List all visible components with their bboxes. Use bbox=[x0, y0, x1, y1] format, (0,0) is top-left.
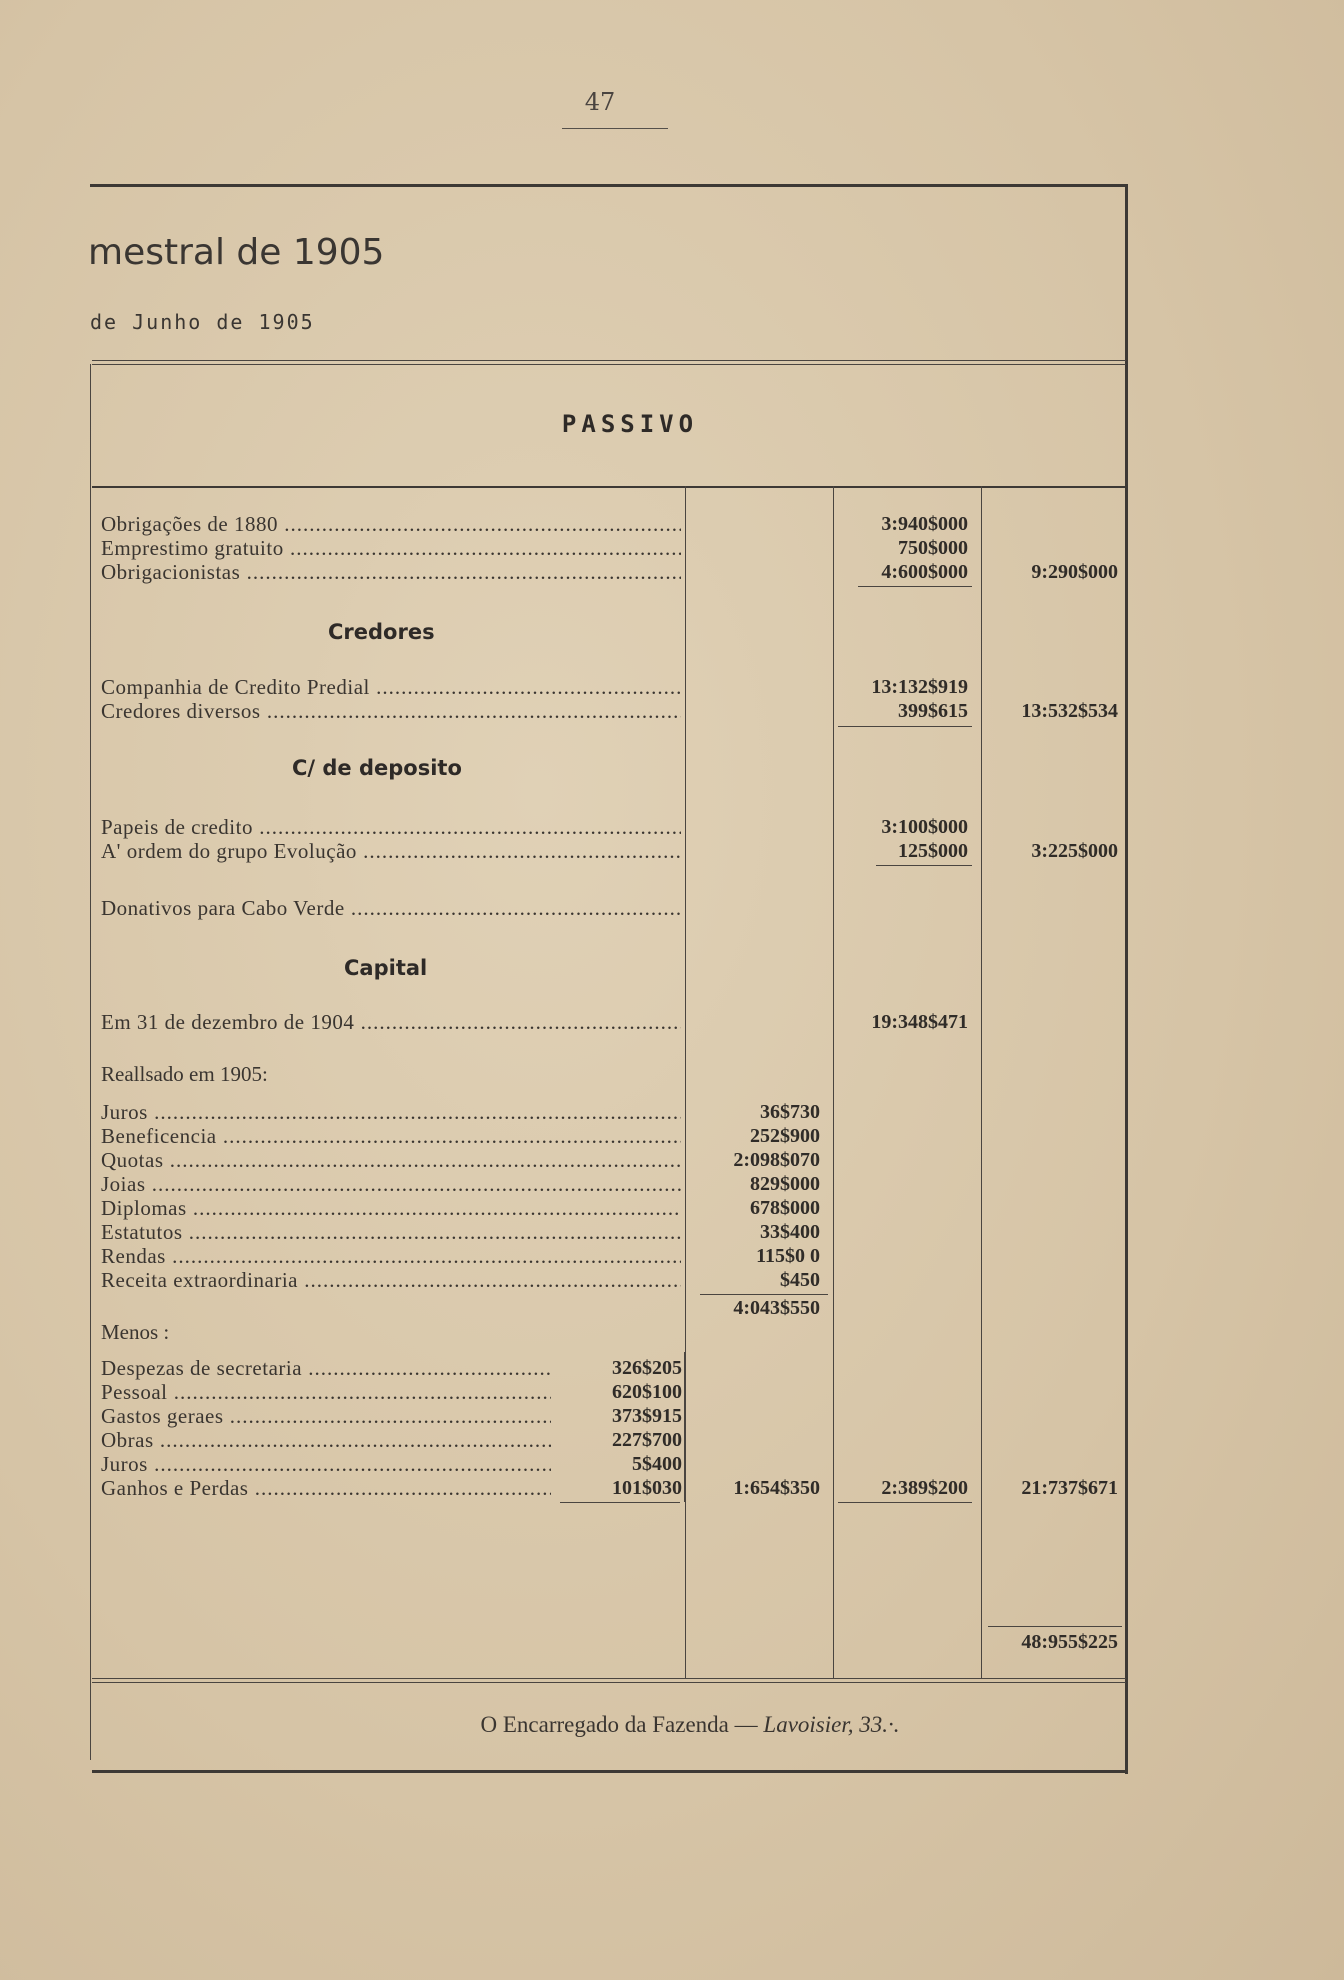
value-capital-saldo: 2:389$200 bbox=[881, 1477, 968, 1499]
value-receita-juros: 36$730 bbox=[760, 1101, 820, 1123]
footer-author: Lavoisier, bbox=[763, 1712, 854, 1737]
heading-credores: Credores bbox=[328, 620, 435, 644]
row-emprestimo-gratuito: Emprestimo gratuito ..... bbox=[101, 536, 681, 560]
row-papeis-de-credito: Papeis de credito ..... bbox=[101, 815, 681, 839]
header-double-rule bbox=[92, 360, 1126, 365]
row-menos: Menos : bbox=[101, 1320, 170, 1344]
footer-text: O Encarregado da Fazenda — bbox=[480, 1712, 758, 1737]
footer-signature bbox=[300, 1712, 1080, 1738]
row-receita-quotas: Quotas ..... bbox=[101, 1148, 681, 1172]
value-ganhos-perdas: 101$030 bbox=[612, 1477, 682, 1499]
value-em-31-dezembro-1904: 19:348$471 bbox=[871, 1011, 968, 1033]
value-despesas-total: 1:654$350 bbox=[733, 1477, 820, 1499]
row-receita-joias: Joias ..... bbox=[101, 1172, 681, 1196]
value-receita-joias: 829$000 bbox=[750, 1173, 820, 1195]
value-receita-rendas: 115$0 0 bbox=[756, 1245, 820, 1267]
value-credores-diversos: 399$615 bbox=[898, 700, 968, 722]
section-title: PASSIVO bbox=[561, 410, 699, 438]
row-gastos-geraes: Gastos geraes ..... bbox=[101, 1404, 551, 1428]
total-group-2: 13:532$534 bbox=[1021, 700, 1118, 722]
page-subtitle: de Junho de 1905 bbox=[90, 310, 315, 334]
group-3-underline bbox=[876, 865, 972, 866]
footer-page-ref: 33.·. bbox=[859, 1712, 900, 1737]
row-receita-diplomas: Diplomas ..... bbox=[101, 1196, 681, 1220]
row-obras: Obras ..... bbox=[101, 1428, 551, 1452]
row-obrigacoes-1880: Obrigações de 1880 ..... bbox=[101, 512, 681, 536]
value-receita-estatutos: 33$400 bbox=[760, 1221, 820, 1243]
value-receita-diplomas: 678$000 bbox=[750, 1197, 820, 1219]
value-receita-beneficencia: 252$900 bbox=[750, 1125, 820, 1147]
row-despezas-secretaria: Despezas de secretaria ..... bbox=[101, 1356, 551, 1380]
row-realisado-1905: Reallsado em 1905: bbox=[101, 1062, 268, 1086]
total-group-1: 9:290$000 bbox=[1031, 561, 1118, 583]
row-receita-rendas: Rendas ..... bbox=[101, 1244, 681, 1268]
column-line-2 bbox=[833, 486, 834, 1678]
row-despesa-juros: Juros ..... bbox=[101, 1452, 551, 1476]
row-ganhos-perdas: Ganhos e Perdas ..... bbox=[101, 1476, 551, 1500]
value-despesa-juros: 5$400 bbox=[632, 1453, 682, 1475]
value-obrigacoes-1880: 3:940$000 bbox=[881, 513, 968, 535]
value-companhia-credito-predial: 13:132$919 bbox=[871, 676, 968, 698]
row-receita-estatutos: Estatutos ..... bbox=[101, 1220, 681, 1244]
group-1-underline bbox=[858, 586, 972, 587]
frame-left-rule bbox=[90, 364, 91, 1760]
frame-right-rule bbox=[1125, 184, 1128, 1774]
frame-bottom-rule bbox=[92, 1770, 1128, 1773]
page-number-rule bbox=[562, 128, 668, 129]
value-receita-extraordinaria: $450 bbox=[780, 1269, 820, 1291]
grand-total: 48:955$225 bbox=[1021, 1631, 1118, 1653]
despesas-column-line bbox=[684, 1352, 685, 1502]
heading-capital: Capital bbox=[344, 956, 428, 980]
passivo-rule bbox=[92, 486, 1126, 488]
frame-top-rule bbox=[90, 184, 1128, 187]
row-receita-beneficencia: Beneficencia ..... bbox=[101, 1124, 681, 1148]
despesas-underline bbox=[560, 1502, 680, 1503]
value-emprestimo-gratuito: 750$000 bbox=[898, 537, 968, 559]
row-companhia-credito-predial: Companhia de Credito Predial ..... bbox=[101, 675, 681, 699]
value-gastos-geraes: 373$915 bbox=[612, 1405, 682, 1427]
value-papeis-de-credito: 3:100$000 bbox=[881, 816, 968, 838]
bottom-double-rule bbox=[92, 1678, 1126, 1683]
row-ordem-grupo-evolucao: A' ordem do grupo Evolução ..... bbox=[101, 839, 681, 863]
column-line-1 bbox=[685, 486, 686, 1678]
row-receita-juros: Juros ..... bbox=[101, 1100, 681, 1124]
grand-total-overline bbox=[988, 1626, 1122, 1627]
group-2-underline bbox=[838, 726, 972, 727]
page-title: mestral de 1905 bbox=[88, 232, 385, 273]
total-group-3: 3:225$000 bbox=[1031, 840, 1118, 862]
value-ordem-grupo-evolucao: 125$000 bbox=[898, 840, 968, 862]
row-obrigacionistas: Obrigacionistas ..... bbox=[101, 560, 681, 584]
value-despezas-secretaria: 326$205 bbox=[612, 1357, 682, 1379]
row-credores-diversos: Credores diversos ..... bbox=[101, 699, 681, 723]
heading-c-de-deposito: C/ de deposito bbox=[292, 756, 462, 780]
row-em-31-dezembro-1904: Em 31 de dezembro de 1904 ..... bbox=[101, 1010, 681, 1034]
value-receitas-total: 4:043$550 bbox=[733, 1297, 820, 1319]
value-receita-quotas: 2:098$070 bbox=[733, 1149, 820, 1171]
row-pessoal: Pessoal ..... bbox=[101, 1380, 551, 1404]
row-donativos-cabo-verde: Donativos para Cabo Verde ..... bbox=[101, 896, 681, 920]
value-obrigacionistas: 4:600$000 bbox=[881, 561, 968, 583]
saldo-underline bbox=[838, 1502, 972, 1503]
value-capital-total: 21:737$671 bbox=[1021, 1477, 1118, 1499]
column-line-3 bbox=[981, 486, 982, 1678]
value-obras: 227$700 bbox=[612, 1429, 682, 1451]
row-receita-extraordinaria: Receita extraordinaria ..... bbox=[101, 1268, 681, 1292]
page-number: 47 bbox=[584, 88, 616, 116]
value-pessoal: 620$100 bbox=[612, 1381, 682, 1403]
receitas-underline bbox=[700, 1294, 828, 1295]
